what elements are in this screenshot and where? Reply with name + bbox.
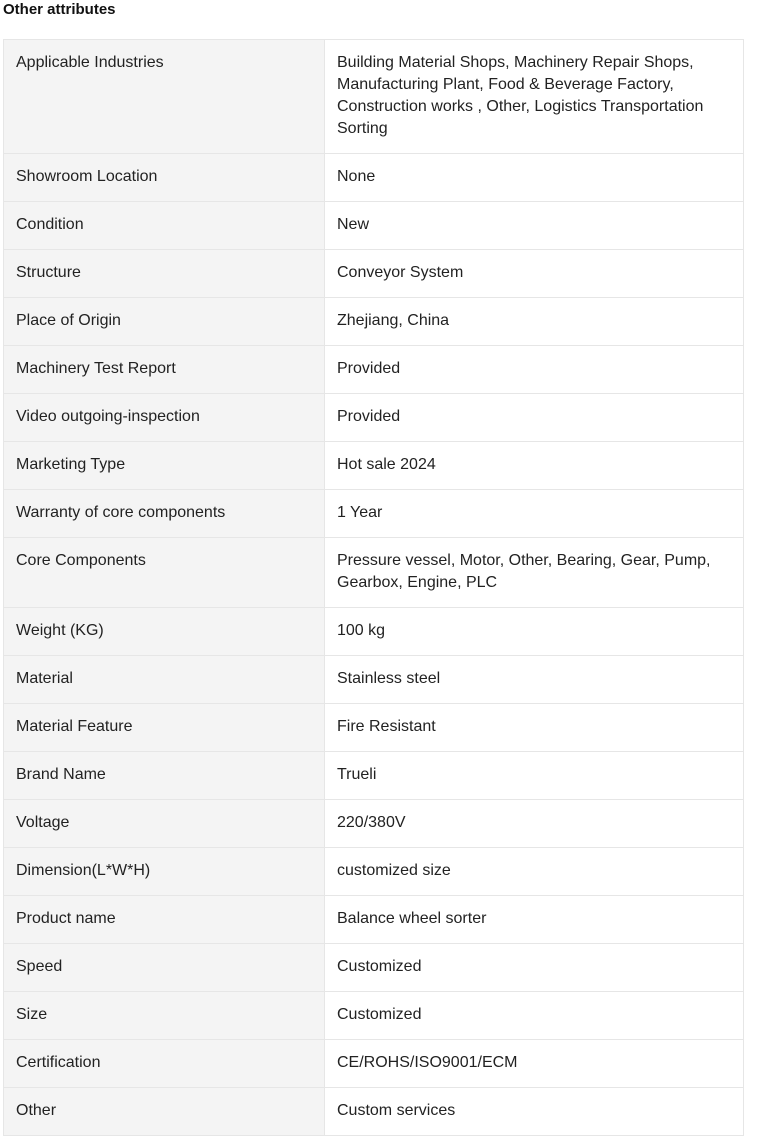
attribute-value: Balance wheel sorter: [325, 896, 744, 944]
section-title: Other attributes: [3, 1, 116, 18]
attribute-label: Certification: [4, 1040, 325, 1088]
attribute-row: [4, 538, 744, 608]
attribute-row: [4, 608, 744, 656]
attribute-row: [4, 490, 744, 538]
attribute-value: Pressure vessel, Motor, Other, Bearing, Gear, Pump, Gearbox, Engine, PLC: [325, 538, 744, 608]
attribute-value: Customized: [325, 944, 744, 992]
attribute-label: Voltage: [4, 800, 325, 848]
attribute-value: Zhejiang, China: [325, 298, 744, 346]
attributes-table: [3, 39, 744, 1136]
attribute-label: Marketing Type: [4, 442, 325, 490]
attribute-row: [4, 896, 744, 944]
attribute-value: 1 Year: [325, 490, 744, 538]
attribute-label: Size: [4, 992, 325, 1040]
attribute-value: Conveyor System: [325, 250, 744, 298]
attribute-value: Stainless steel: [325, 656, 744, 704]
attribute-row: [4, 346, 744, 394]
attribute-row: [4, 250, 744, 298]
attribute-label: Place of Origin: [4, 298, 325, 346]
attribute-row: [4, 442, 744, 490]
attribute-value: Fire Resistant: [325, 704, 744, 752]
attribute-label: Material Feature: [4, 704, 325, 752]
attribute-row: [4, 992, 744, 1040]
attribute-value: Provided: [325, 394, 744, 442]
attribute-label: Material: [4, 656, 325, 704]
attribute-row: [4, 202, 744, 250]
attribute-value: Custom services: [325, 1088, 744, 1136]
attribute-value: 100 kg: [325, 608, 744, 656]
attribute-label: Video outgoing-inspection: [4, 394, 325, 442]
attribute-value: customized size: [325, 848, 744, 896]
attribute-label: Applicable Industries: [4, 40, 325, 154]
attribute-value: Building Material Shops, Machinery Repair Shops, Manufacturing Plant, Food & Beverage Factory, Construction works , Other, Logistics Transportation Sorting: [325, 40, 744, 154]
attribute-label: Brand Name: [4, 752, 325, 800]
attribute-label: Warranty of core components: [4, 490, 325, 538]
attribute-row: [4, 800, 744, 848]
attribute-row: [4, 848, 744, 896]
attribute-value: Customized: [325, 992, 744, 1040]
attribute-value: New: [325, 202, 744, 250]
attribute-row: [4, 752, 744, 800]
attribute-label: Weight (KG): [4, 608, 325, 656]
attribute-row: [4, 298, 744, 346]
attribute-label: Dimension(L*W*H): [4, 848, 325, 896]
attribute-label: Condition: [4, 202, 325, 250]
attribute-value: None: [325, 154, 744, 202]
attribute-row: [4, 1088, 744, 1136]
attribute-row: [4, 944, 744, 992]
attribute-row: [4, 154, 744, 202]
attribute-value: Provided: [325, 346, 744, 394]
attribute-row: [4, 40, 744, 154]
attribute-value: Hot sale 2024: [325, 442, 744, 490]
attribute-value: Trueli: [325, 752, 744, 800]
attribute-label: Machinery Test Report: [4, 346, 325, 394]
attribute-row: [4, 704, 744, 752]
attribute-label: Product name: [4, 896, 325, 944]
attribute-row: [4, 656, 744, 704]
attribute-label: Structure: [4, 250, 325, 298]
attribute-value: 220/380V: [325, 800, 744, 848]
attribute-label: Other: [4, 1088, 325, 1136]
attribute-row: [4, 1040, 744, 1088]
attribute-label: Showroom Location: [4, 154, 325, 202]
attributes-table-body: [4, 40, 744, 1136]
attribute-row: [4, 394, 744, 442]
attribute-value: CE/ROHS/ISO9001/ECM: [325, 1040, 744, 1088]
attribute-label: Speed: [4, 944, 325, 992]
attribute-label: Core Components: [4, 538, 325, 608]
